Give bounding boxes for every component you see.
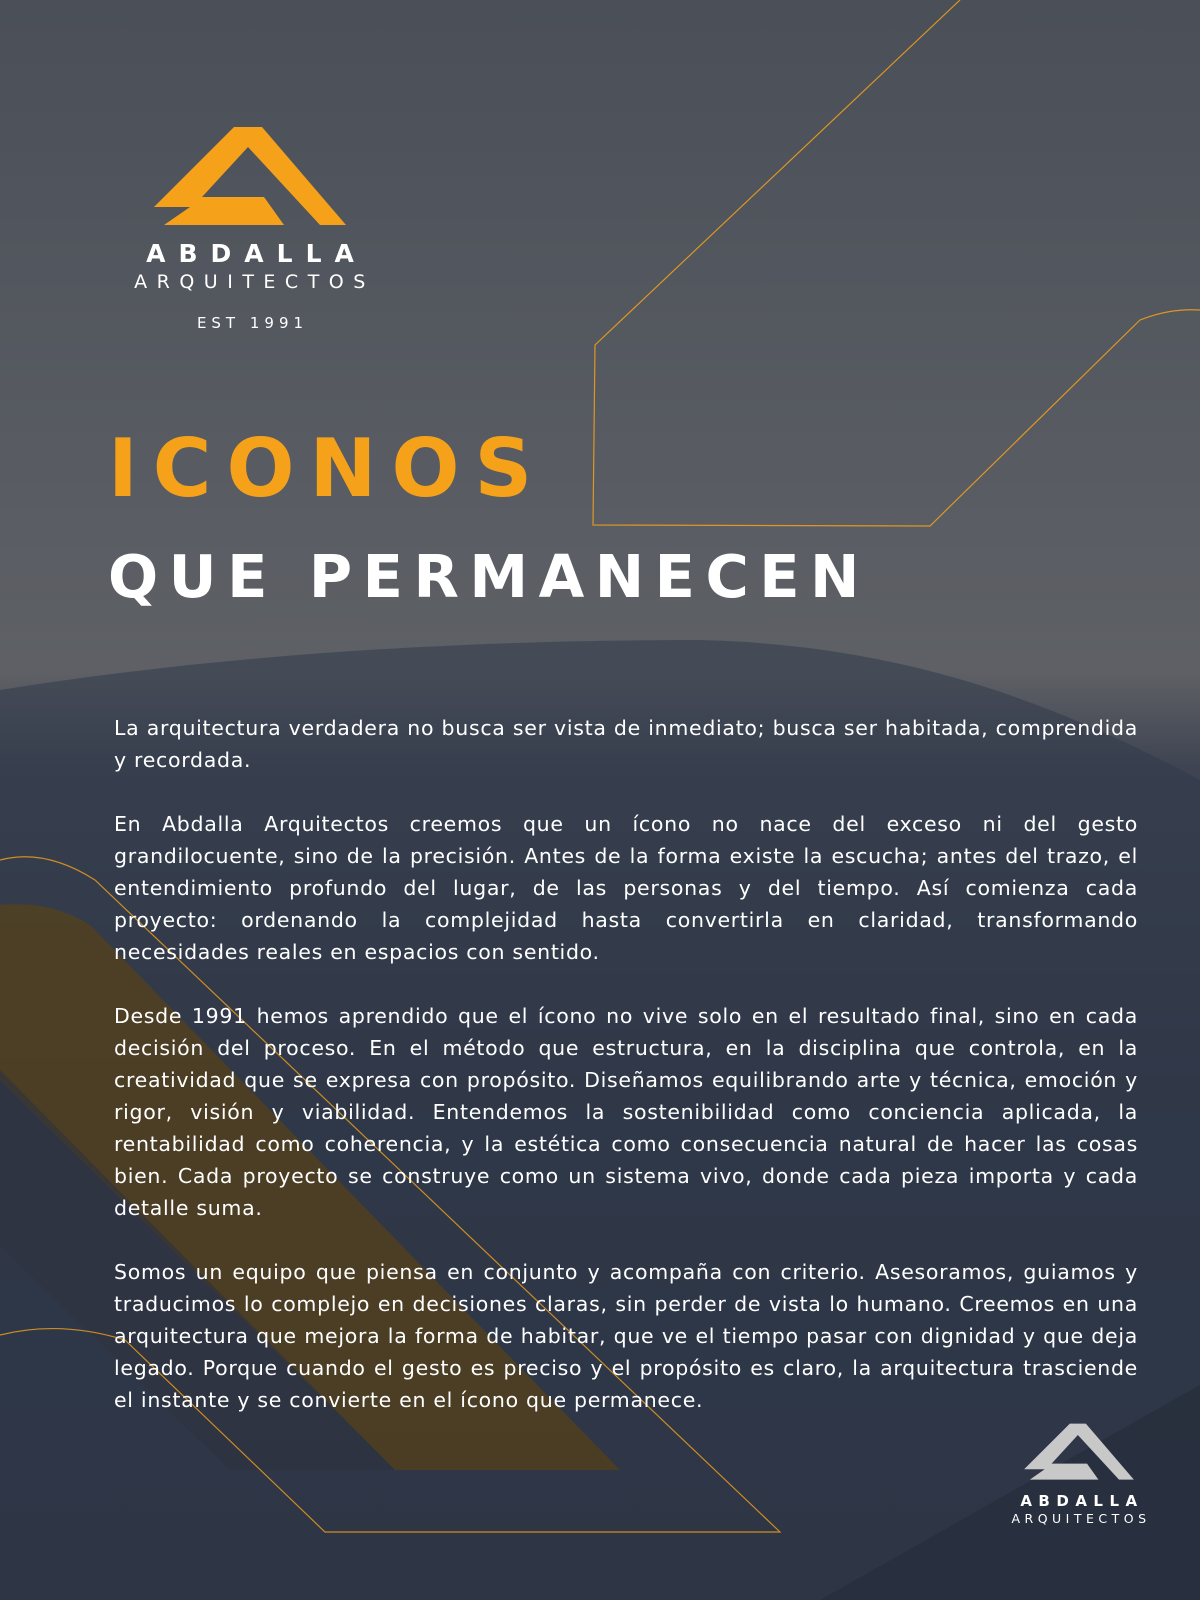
footer-logo <box>990 1422 1168 1526</box>
paragraph-process: Desde 1991 hemos aprendido que el ícono no vive solo en el resultado final, sino en cada decisión del proceso. En el método que estructura, en la disciplina que controla, en la creatividad que se expresa con propósito. Diseñamos equilibrando arte y técnica, emoción y rigor, visión y viabilidad. Entendemos la sostenibilidad como conciencia aplicada, la rentabilidad como coherencia, y la estética como consecuencia natural de hacer las cosas bien. Cada proyecto se construye como un sistema vivo, donde cada pieza importa y cada detalle suma. <box>114 1004 1138 1220</box>
paragraph-philosophy: En Abdalla Arquitectos creemos que un ícono no nace del exceso ni del gesto grandilocuente, sino de la precisión. Antes de la forma existe la escucha; antes del trazo, el entendimiento profundo del lugar, de las personas y del tiempo. Así comienza cada proyecto: ordenando la complejidad hasta convertirla en claridad, transformando necesidades reales en espacios con sentido. <box>114 812 1138 964</box>
roof-a-logo-icon <box>1023 1422 1135 1480</box>
brand-name: ABDALLA <box>146 239 367 268</box>
roof-a-logo-icon <box>152 125 348 225</box>
brand-logo <box>100 125 400 332</box>
paragraph-team: Somos un equipo que piensa en conjunto y acompaña con criterio. Asesoramos, guiamos y traducimos lo complejo en decisiones claras, sin perder de vista lo humano. Creemos en una arquitectura que mejora la forma de habitar, que ve el tiempo pasar con dignidad y que deja legado. Porque cuando el gesto es preciso y el propósito es claro, la arquitectura trasciende el instante y se convierte en el ícono que permanece. <box>114 1260 1138 1412</box>
headline-primary: ICONOS <box>108 422 548 515</box>
established-year: EST 1991 <box>196 313 309 332</box>
body-text <box>114 712 1138 1448</box>
brand-subtitle: ARQUITECTOS <box>134 271 375 293</box>
paragraph-intro: La arquitectura verdadera no busca ser vista de inmediato; busca ser habitada, comprendida y recordada. <box>114 716 1138 772</box>
footer-brand-name: ABDALLA <box>1020 1492 1144 1510</box>
footer-brand-subtitle: ARQUITECTOS <box>1011 1511 1151 1526</box>
outline-frame-top <box>593 0 1200 526</box>
headline-secondary: QUE PERMANECEN <box>108 542 870 611</box>
